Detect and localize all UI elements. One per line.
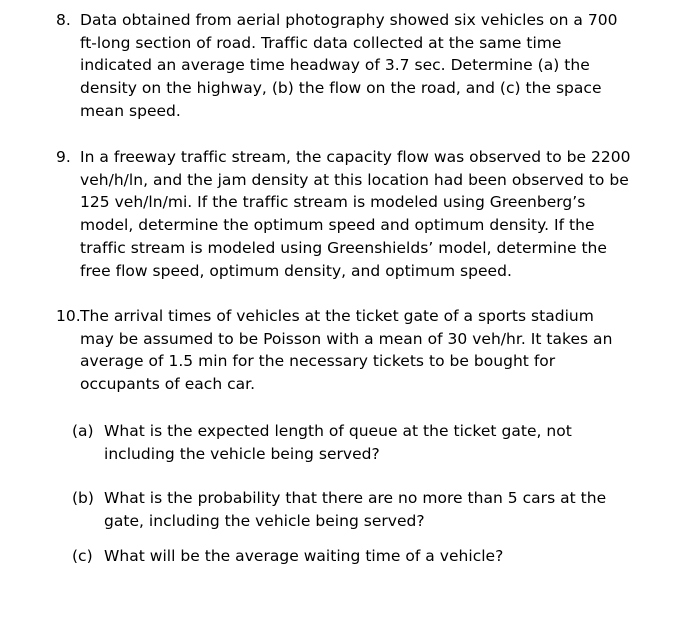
- problem-line: average of 1.5 min for the necessary tickets to be bought for: [80, 352, 556, 371]
- subpart-text: [104, 545, 672, 568]
- problem-line: free flow speed, optimum density, and optimum speed.: [80, 261, 512, 280]
- problem-line: mean speed.: [80, 101, 181, 120]
- subpart-label: (a): [72, 422, 94, 440]
- subpart-label: (b): [72, 489, 94, 507]
- problem-line: The arrival times of vehicles at the ticket gate of a sports stadium: [80, 307, 594, 325]
- problem-text: [80, 9, 676, 123]
- problem-number: 9.: [56, 148, 71, 166]
- problem-text: [80, 305, 676, 396]
- subpart-line: What will be the average waiting time of a vehicle?: [104, 547, 504, 565]
- problem-line: 125 veh/ln/mi. If the traffic stream is modeled using Greenberg’s: [80, 193, 586, 212]
- problem-number: 8.: [56, 11, 71, 29]
- problem-8: [56, 9, 676, 123]
- problem-9: [56, 146, 676, 282]
- problem-line: veh/h/ln, and the jam density at this location had been observed to be: [80, 170, 629, 189]
- subpart-text: [104, 487, 672, 532]
- problem-text: [80, 146, 676, 282]
- subpart-line: gate, including the vehicle being served?: [104, 511, 425, 530]
- problem-line: may be assumed to be Poisson with a mean of 30 veh/hr. It takes an: [80, 329, 613, 348]
- subpart-line: What is the probability that there are no more than 5 cars at the: [104, 489, 607, 507]
- problem-line: In a freeway traffic stream, the capacity flow was observed to be 2200: [80, 148, 631, 166]
- problem-number: 10.: [56, 307, 81, 325]
- subpart-text: [104, 420, 672, 465]
- subpart-a: [72, 420, 672, 465]
- problem-line: model, determine the optimum speed and optimum density. If the: [80, 216, 595, 235]
- subpart-line: What is the expected length of queue at the ticket gate, not: [104, 422, 572, 440]
- subpart-line: including the vehicle being served?: [104, 444, 380, 463]
- problem-line: traffic stream is modeled using Greenshields’ model, determine the: [80, 238, 607, 257]
- problem-line: occupants of each car.: [80, 375, 256, 394]
- subpart-c: [72, 545, 672, 568]
- subpart-label: (c): [72, 547, 93, 565]
- problem-10: [56, 305, 676, 396]
- problem-line: Data obtained from aerial photography showed six vehicles on a 700: [80, 11, 618, 29]
- problem-line: density on the highway, (b) the flow on the road, and (c) the space: [80, 79, 602, 98]
- subpart-b: [72, 487, 672, 532]
- problem-line: indicated an average time headway of 3.7 sec. Determine (a) the: [80, 56, 590, 75]
- problem-line: ft-long section of road. Traffic data collected at the same time: [80, 33, 562, 52]
